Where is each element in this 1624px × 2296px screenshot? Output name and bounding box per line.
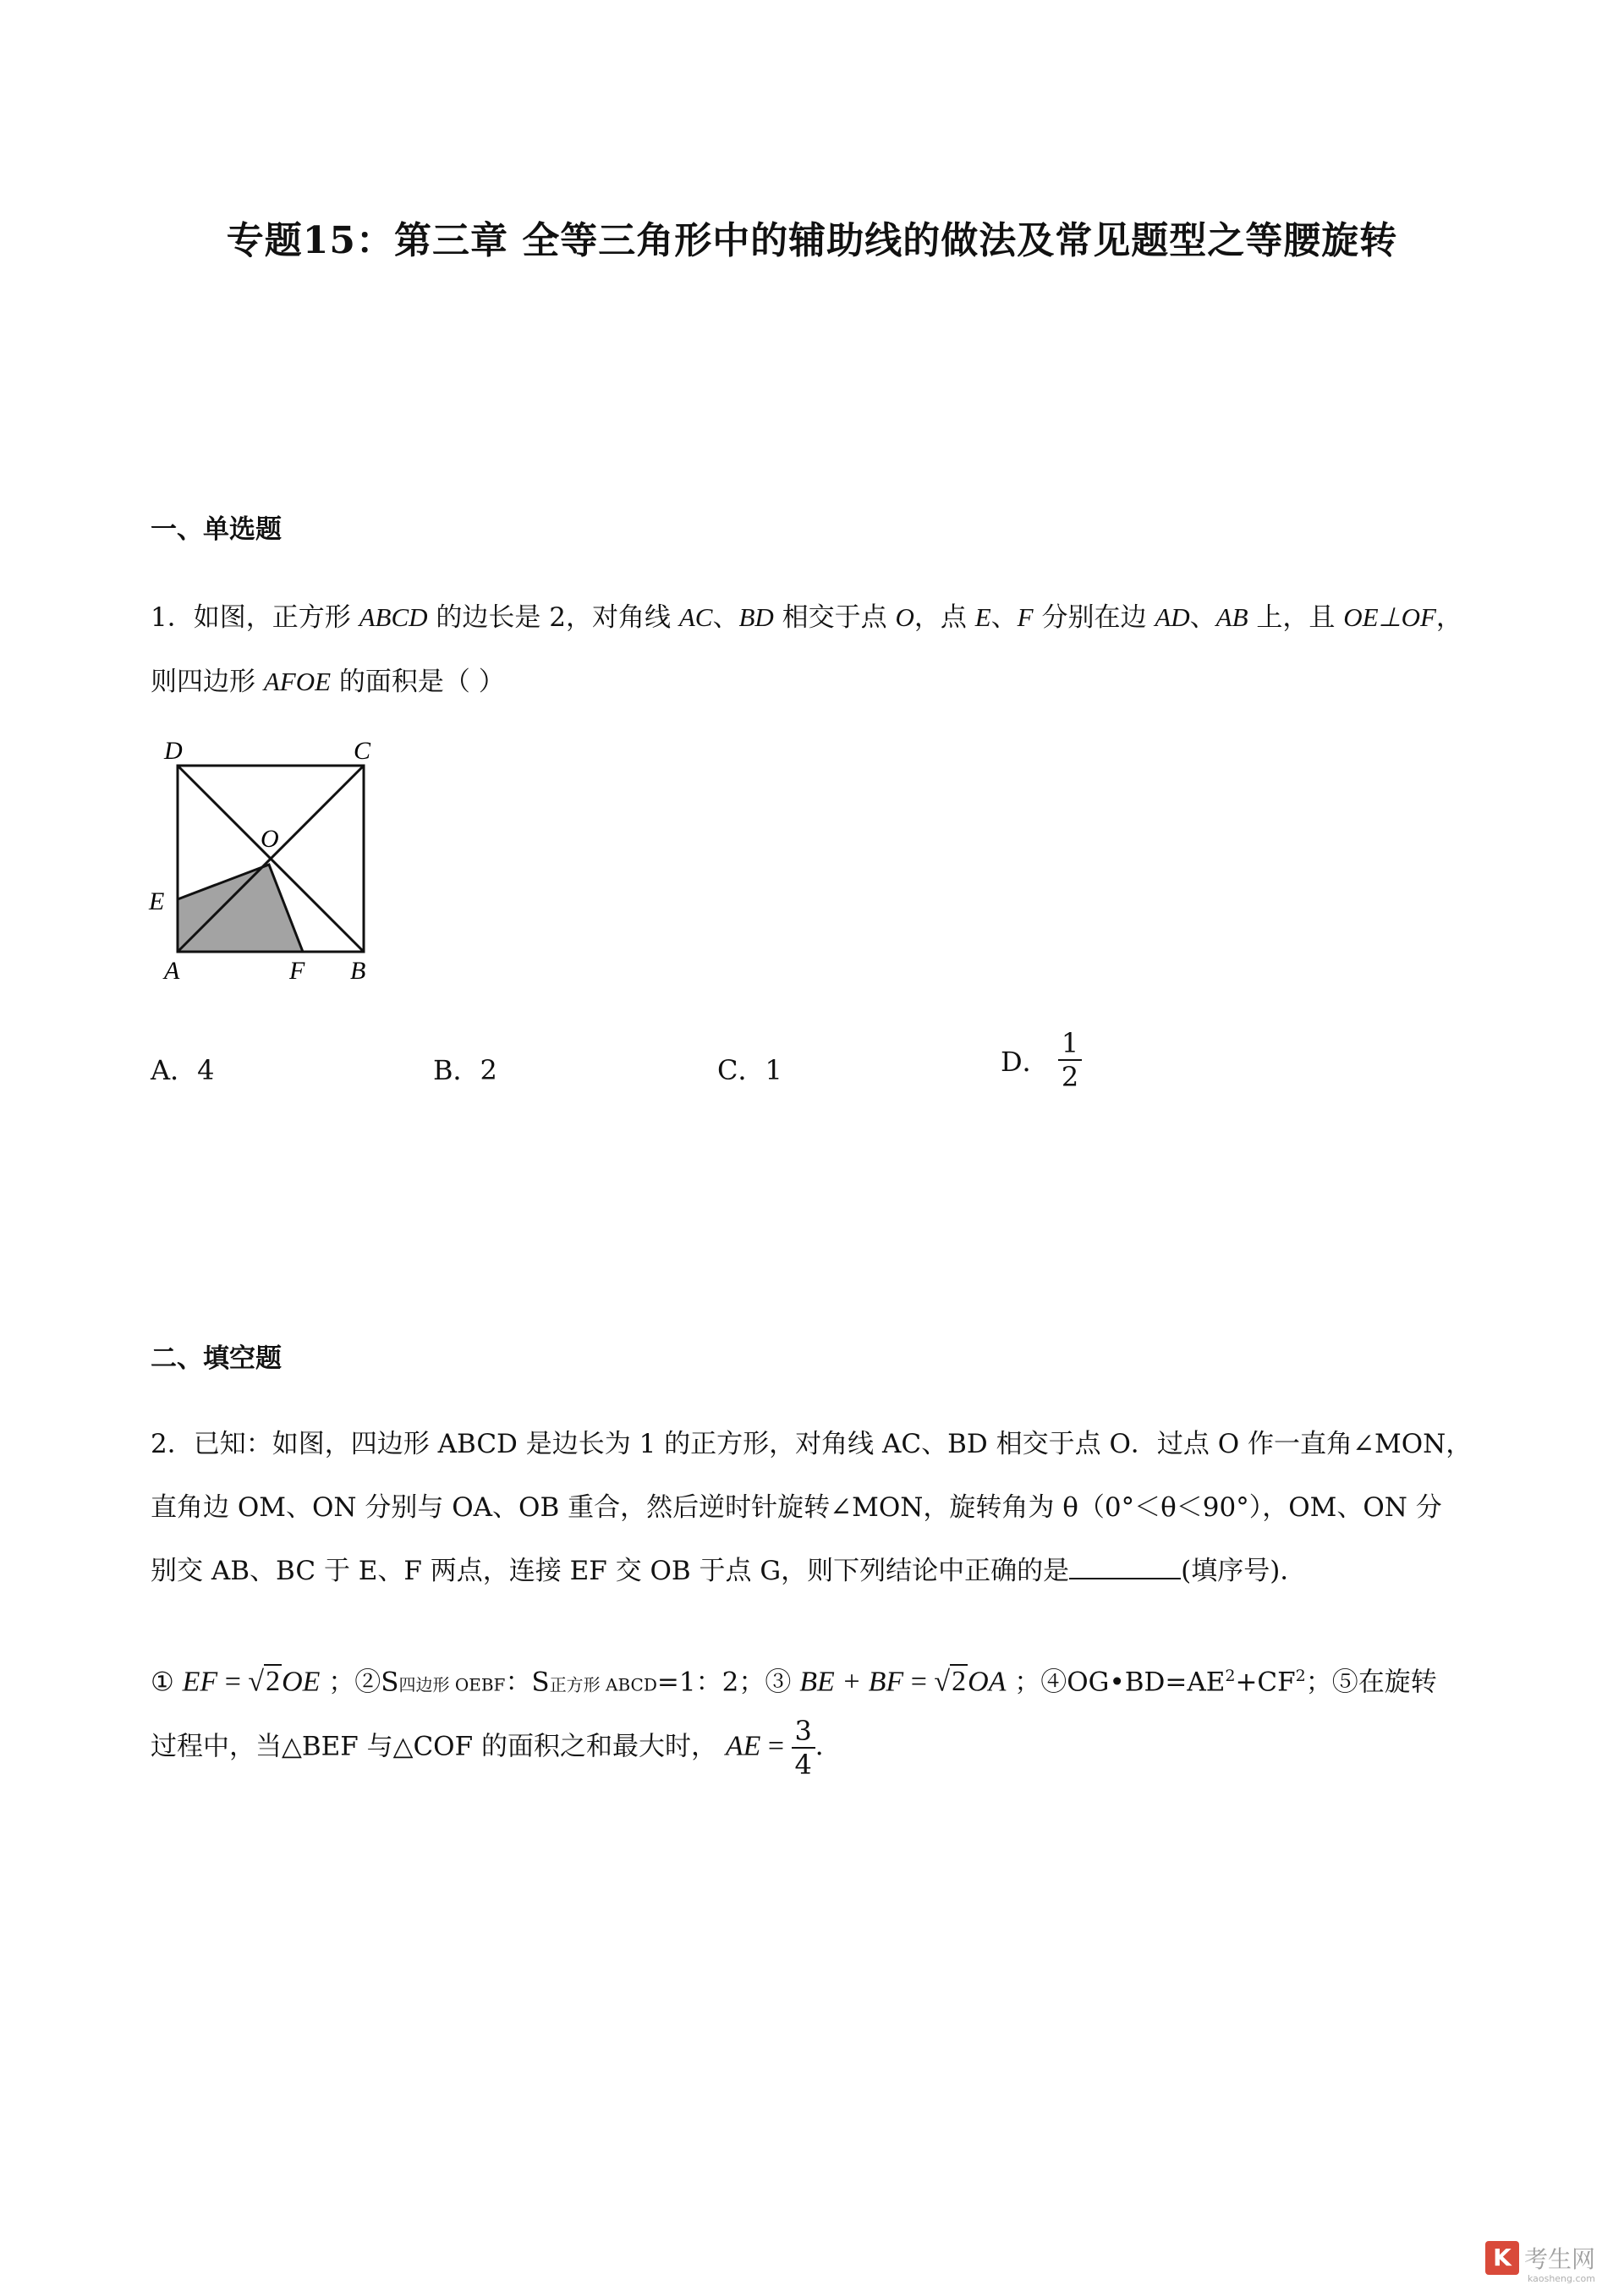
option-b[interactable]: B．2 bbox=[433, 1054, 497, 1086]
watermark bbox=[1485, 2241, 1595, 2284]
conclusion-2-mid: ：S bbox=[505, 1667, 550, 1698]
shaded-quadrilateral-afoe bbox=[178, 865, 303, 952]
fraction-numerator: 1 bbox=[1058, 1027, 1082, 1061]
option-d-fraction bbox=[1058, 1027, 1082, 1093]
conclusion-2-end: =1：2；③ bbox=[656, 1667, 792, 1698]
answer-blank[interactable] bbox=[1069, 1556, 1181, 1579]
label-d: D bbox=[164, 737, 183, 765]
q1-var: ABCD bbox=[359, 602, 428, 632]
q1-text: ， bbox=[1435, 602, 1462, 633]
option-a[interactable]: A．4 bbox=[151, 1054, 215, 1086]
q1-var: BD bbox=[738, 602, 774, 632]
math-equals: = bbox=[903, 1666, 935, 1698]
conclusion-5-text: 过程中，当△BEF 与△COF 的面积之和最大时， bbox=[151, 1731, 717, 1762]
q2-line-1: 2．已知：如图，四边形 ABCD 是边长为 1 的正方形，对角线 AC、BD 相交于点 O．过点 O 作一直角∠MON， bbox=[151, 1429, 1473, 1459]
math-oe: OE bbox=[282, 1666, 321, 1698]
conclusion-5-end: ． bbox=[815, 1731, 842, 1762]
q1-var: E bbox=[974, 602, 991, 632]
sqrt-2 bbox=[264, 1651, 282, 1712]
section-heading-single-choice: 一、单选题 bbox=[151, 514, 282, 545]
math-ef: EF bbox=[182, 1666, 218, 1698]
page-title: 专题15：第三章 全等三角形中的辅助线的做法及常见题型之等腰旋转 bbox=[226, 219, 1398, 262]
q2-line-3: 别交 AB、BC 于 E、F 两点，连接 EF 交 OB 于点 G，则下列结论中正确的是 bbox=[151, 1556, 1070, 1586]
section-heading-fill-blank: 二、填空题 bbox=[151, 1343, 282, 1374]
option-c[interactable]: C．1 bbox=[717, 1054, 782, 1086]
q1-text: 1．如图，正方形 bbox=[151, 602, 359, 633]
option-d[interactable] bbox=[1001, 1027, 1082, 1093]
label-o: O bbox=[261, 825, 279, 853]
sqrt-radicand: 2 bbox=[266, 1666, 281, 1698]
q1-text: 、 bbox=[990, 602, 1018, 633]
subscript-quad: 四边形 OEBF bbox=[398, 1674, 506, 1695]
fraction-denominator: 2 bbox=[1061, 1061, 1079, 1093]
math-ae: AE bbox=[725, 1730, 761, 1762]
q1-text: 则四边形 bbox=[151, 667, 264, 697]
sqrt-radicand: 2 bbox=[952, 1666, 967, 1698]
superscript-2: 2 bbox=[1225, 1667, 1236, 1685]
q1-figure-square bbox=[144, 732, 389, 994]
watermark-url: kaosheng.com bbox=[1527, 2273, 1595, 2284]
q1-text: 相交于点 bbox=[773, 602, 896, 633]
fraction-three-quarters bbox=[792, 1715, 815, 1781]
option-d-label: D． bbox=[1001, 1046, 1050, 1078]
label-e: E bbox=[149, 887, 165, 915]
q1-var: AC bbox=[678, 602, 713, 632]
question-2-conclusions: ① EF = √2OE ；②S四边形 OEBF：S正方形 ABCD=1：2；③ BE + BF = √2OA ；$④OG•BD=AE^2+CF^2$；⑤在旋转 过程中，当△BEF 与△COF 的面积之和最大时， AE = $\frac{3}{4}$ ． bbox=[151, 1645, 1495, 1781]
q1-var: OE⊥OF bbox=[1343, 602, 1436, 632]
conclusion-4-text: ；④OG•BD=AE bbox=[1014, 1667, 1226, 1698]
subscript-square: 正方形 ABCD bbox=[549, 1674, 657, 1695]
label-b: B bbox=[350, 957, 366, 985]
q1-var: AD bbox=[1155, 602, 1190, 632]
q1-var: F bbox=[1017, 602, 1034, 632]
label-a: A bbox=[164, 957, 180, 985]
q1-text: ，点 bbox=[914, 602, 975, 633]
watermark-logo-icon: K bbox=[1485, 2241, 1519, 2275]
math-be-bf: BE + BF bbox=[799, 1666, 904, 1698]
watermark-text: 考生网 bbox=[1523, 2245, 1595, 2273]
conclusion-1-prefix: ① bbox=[151, 1667, 174, 1698]
label-c: C bbox=[354, 737, 371, 765]
fraction-numerator: 3 bbox=[792, 1715, 815, 1749]
conclusion-4-mid: +CF bbox=[1235, 1667, 1296, 1698]
conclusion-2-text: ；②S bbox=[328, 1667, 399, 1698]
superscript-2: 2 bbox=[1295, 1667, 1306, 1685]
sqrt-2 bbox=[950, 1651, 968, 1712]
q1-text: 分别在边 bbox=[1033, 602, 1155, 633]
q1-var: AB bbox=[1215, 602, 1248, 632]
math-oa: OA bbox=[968, 1666, 1007, 1698]
q1-text: 、 bbox=[1189, 602, 1216, 633]
question-2-text bbox=[151, 1413, 1495, 1603]
fraction-denominator: 4 bbox=[794, 1749, 812, 1782]
question-1-text bbox=[151, 585, 1495, 714]
q2-line-3-end: (填序号)． bbox=[1181, 1556, 1307, 1586]
q1-text: 的边长是 2，对角线 bbox=[427, 602, 679, 633]
q1-text: 上，且 bbox=[1248, 602, 1344, 633]
q1-text: 的面积是（ ） bbox=[331, 667, 505, 697]
conclusion-5-start: ；⑤在旋转 bbox=[1305, 1667, 1437, 1698]
math-equals: = bbox=[760, 1730, 792, 1762]
q2-line-2: 直角边 OM、ON 分别与 OA、OB 重合，然后逆时针旋转∠MON，旋转角为 θ（0°＜θ＜90°），OM、ON 分 bbox=[151, 1492, 1442, 1523]
q1-text: 、 bbox=[712, 602, 739, 633]
q1-var: AFOE bbox=[263, 667, 332, 696]
q1-var: O bbox=[895, 602, 914, 632]
label-f: F bbox=[289, 957, 305, 985]
math-equals: = bbox=[217, 1666, 249, 1698]
